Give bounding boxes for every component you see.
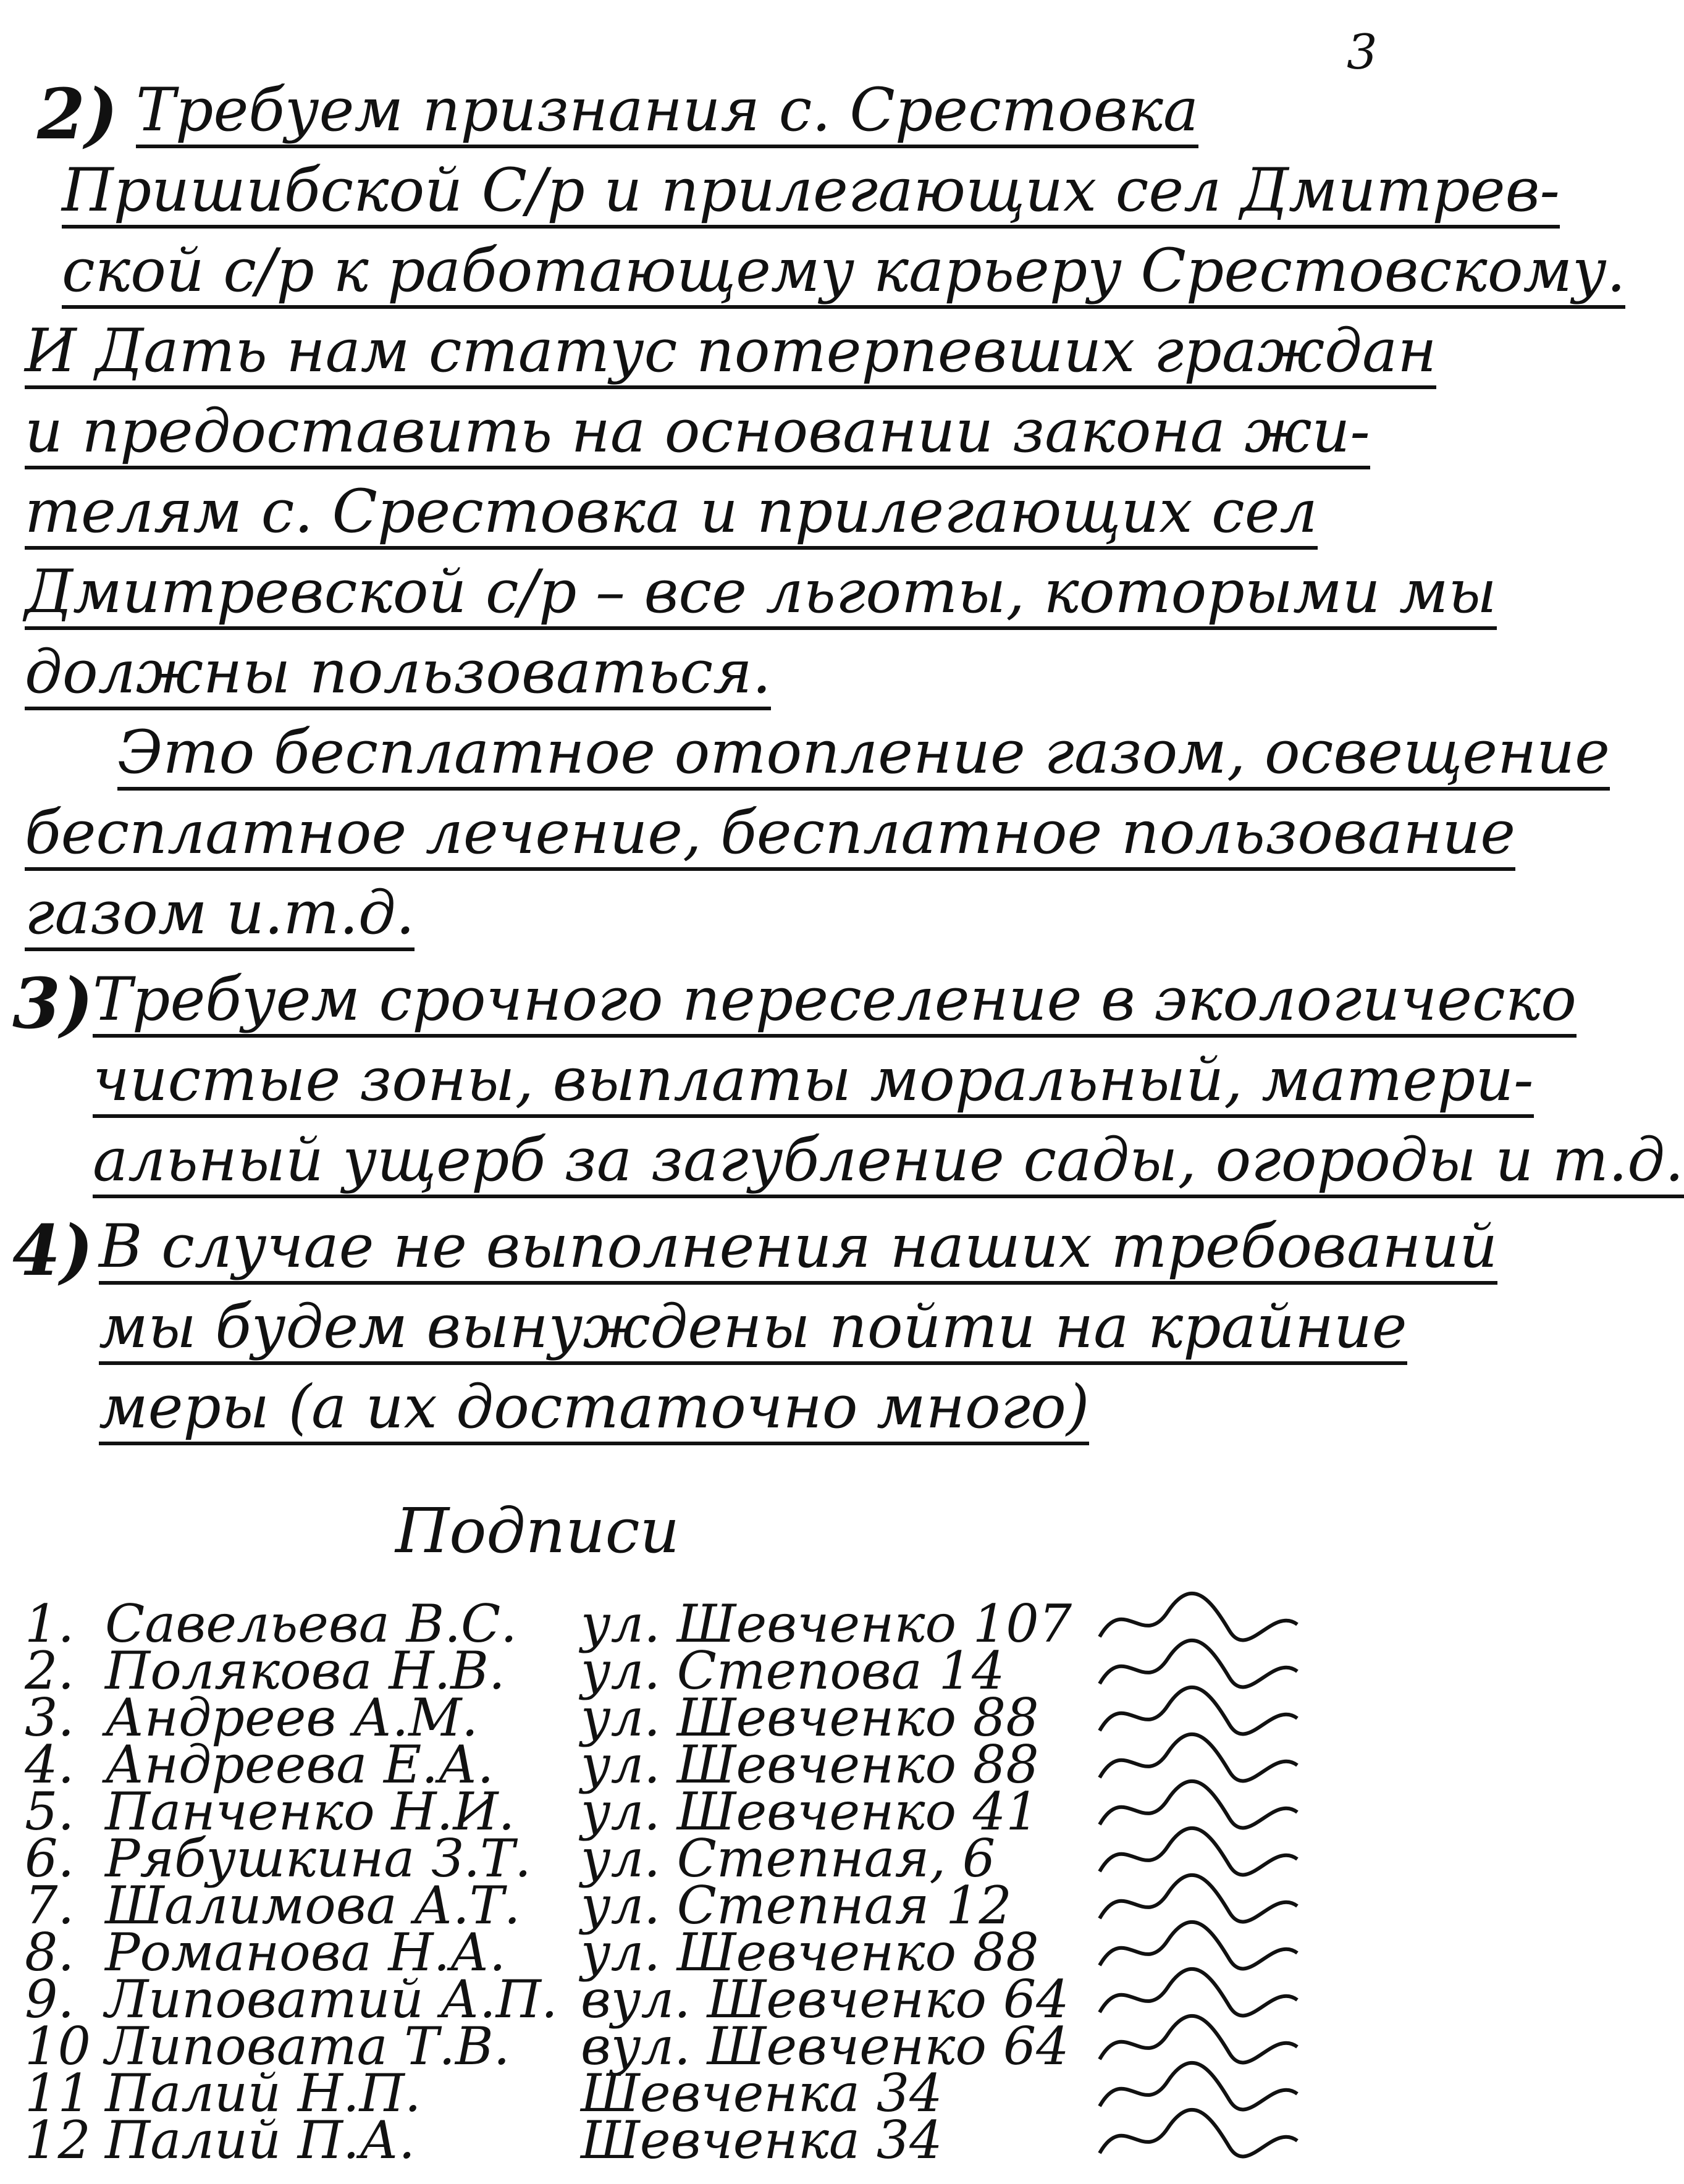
signatory-name: Липовата Т.В. (105, 2016, 510, 2077)
text-line: мы будем вынуждены пойти на крайние (0, 1297, 1589, 1365)
text-line: В случае не выполнения наших требований (0, 1217, 1589, 1285)
signatory-name: Романова Н.А. (105, 1922, 506, 1983)
signatory-name: Палий Н.П. (105, 2063, 421, 2123)
section-marker: 3) (12, 964, 93, 1044)
signature-number: 10 (25, 2016, 91, 2077)
signature-number: 1. (25, 1594, 75, 1654)
signatory-address: Шевченка 34 (581, 2110, 943, 2170)
signatory-address: ул. Степная 12 (581, 1875, 1012, 1936)
text-line: Дмитревской с/р – все льготы, которыми мы (0, 562, 1515, 630)
signature-number: 9. (25, 1969, 75, 2030)
page-number: 3 (1347, 25, 1378, 80)
handwritten-signature (1087, 2104, 1310, 2172)
text-line: должны пользоваться. (0, 642, 1515, 710)
signatory-name: Андреева Е.А. (105, 1734, 494, 1795)
signatory-name: Панченко Н.И. (105, 1781, 515, 1842)
signature-number: 8. (25, 1922, 75, 1983)
signatory-address: ул. Шевченко 88 (581, 1922, 1039, 1983)
text-line: газом и.т.д. (0, 883, 1515, 951)
signatory-address: ул. Шевченко 107 (581, 1594, 1072, 1654)
signature-number: 12 (25, 2110, 91, 2170)
text-line: и предоставить на основании закона жи- (0, 401, 1515, 469)
text-line: Пришибской С/р и прилегающих сел Дмитрев- (0, 161, 1552, 229)
signature-number: 3. (25, 1687, 75, 1748)
signature-number: 4. (25, 1734, 75, 1795)
signatory-name: Палий П.А. (105, 2110, 415, 2170)
signatory-name: Савельева В.С. (105, 1594, 517, 1654)
text-line: ской с/р к работающему карьеру Срестовскому. (0, 241, 1552, 309)
signatory-address: ул. Шевченко 88 (581, 1687, 1039, 1748)
text-line: меры (а их достаточно много) (0, 1377, 1589, 1445)
section-marker: 4) (12, 1211, 93, 1292)
signatory-name: Рябушкина З.Т. (105, 1828, 531, 1889)
signature-row (25, 2110, 1446, 2178)
signature-number: 5. (25, 1781, 75, 1842)
signatory-name: Липоватий А.П. (105, 1969, 558, 2030)
text-line: телям с. Срестовка и прилегающих сел (0, 482, 1515, 550)
signatory-address: вул. Шевченко 64 (581, 1969, 1069, 2030)
signatory-name: Шалимова А.Т. (105, 1875, 521, 1936)
signatory-address: ул. Шевченко 88 (581, 1734, 1039, 1795)
signature-number: 11 (25, 2063, 91, 2123)
text-line: альный ущерб за загубление сады, огороды и т.д. (0, 1130, 1583, 1198)
text-line: Требуем срочного переселение в экологическо (0, 970, 1583, 1038)
section-marker: 2) (37, 74, 118, 155)
signature-number: 6. (25, 1828, 75, 1889)
text-line: Это бесплатное отопление газом, освещение (0, 723, 1608, 791)
signatory-address: Шевченка 34 (581, 2063, 943, 2123)
text-line: Требуем признания с. Срестовка (0, 80, 1627, 148)
signatory-address: ул. Шевченко 41 (581, 1781, 1039, 1842)
signatory-name: Андреев А.М. (105, 1687, 478, 1748)
text-line: чистые зоны, выплаты моральный, матери- (0, 1050, 1583, 1118)
signatory-name: Полякова Н.В. (105, 1640, 505, 1701)
signature-number: 2. (25, 1640, 75, 1701)
signatures-title: Подписи (395, 1495, 680, 1567)
text-line: И Дать нам статус потерпевших граждан (0, 321, 1515, 389)
signatory-address: вул. Шевченко 64 (581, 2016, 1069, 2077)
text-line: бесплатное лечение, бесплатное пользование (0, 803, 1515, 871)
signatory-address: ул. Степная, 6 (581, 1828, 996, 1889)
signatory-address: ул. Степова 14 (581, 1640, 1005, 1701)
signature-number: 7. (25, 1875, 75, 1936)
